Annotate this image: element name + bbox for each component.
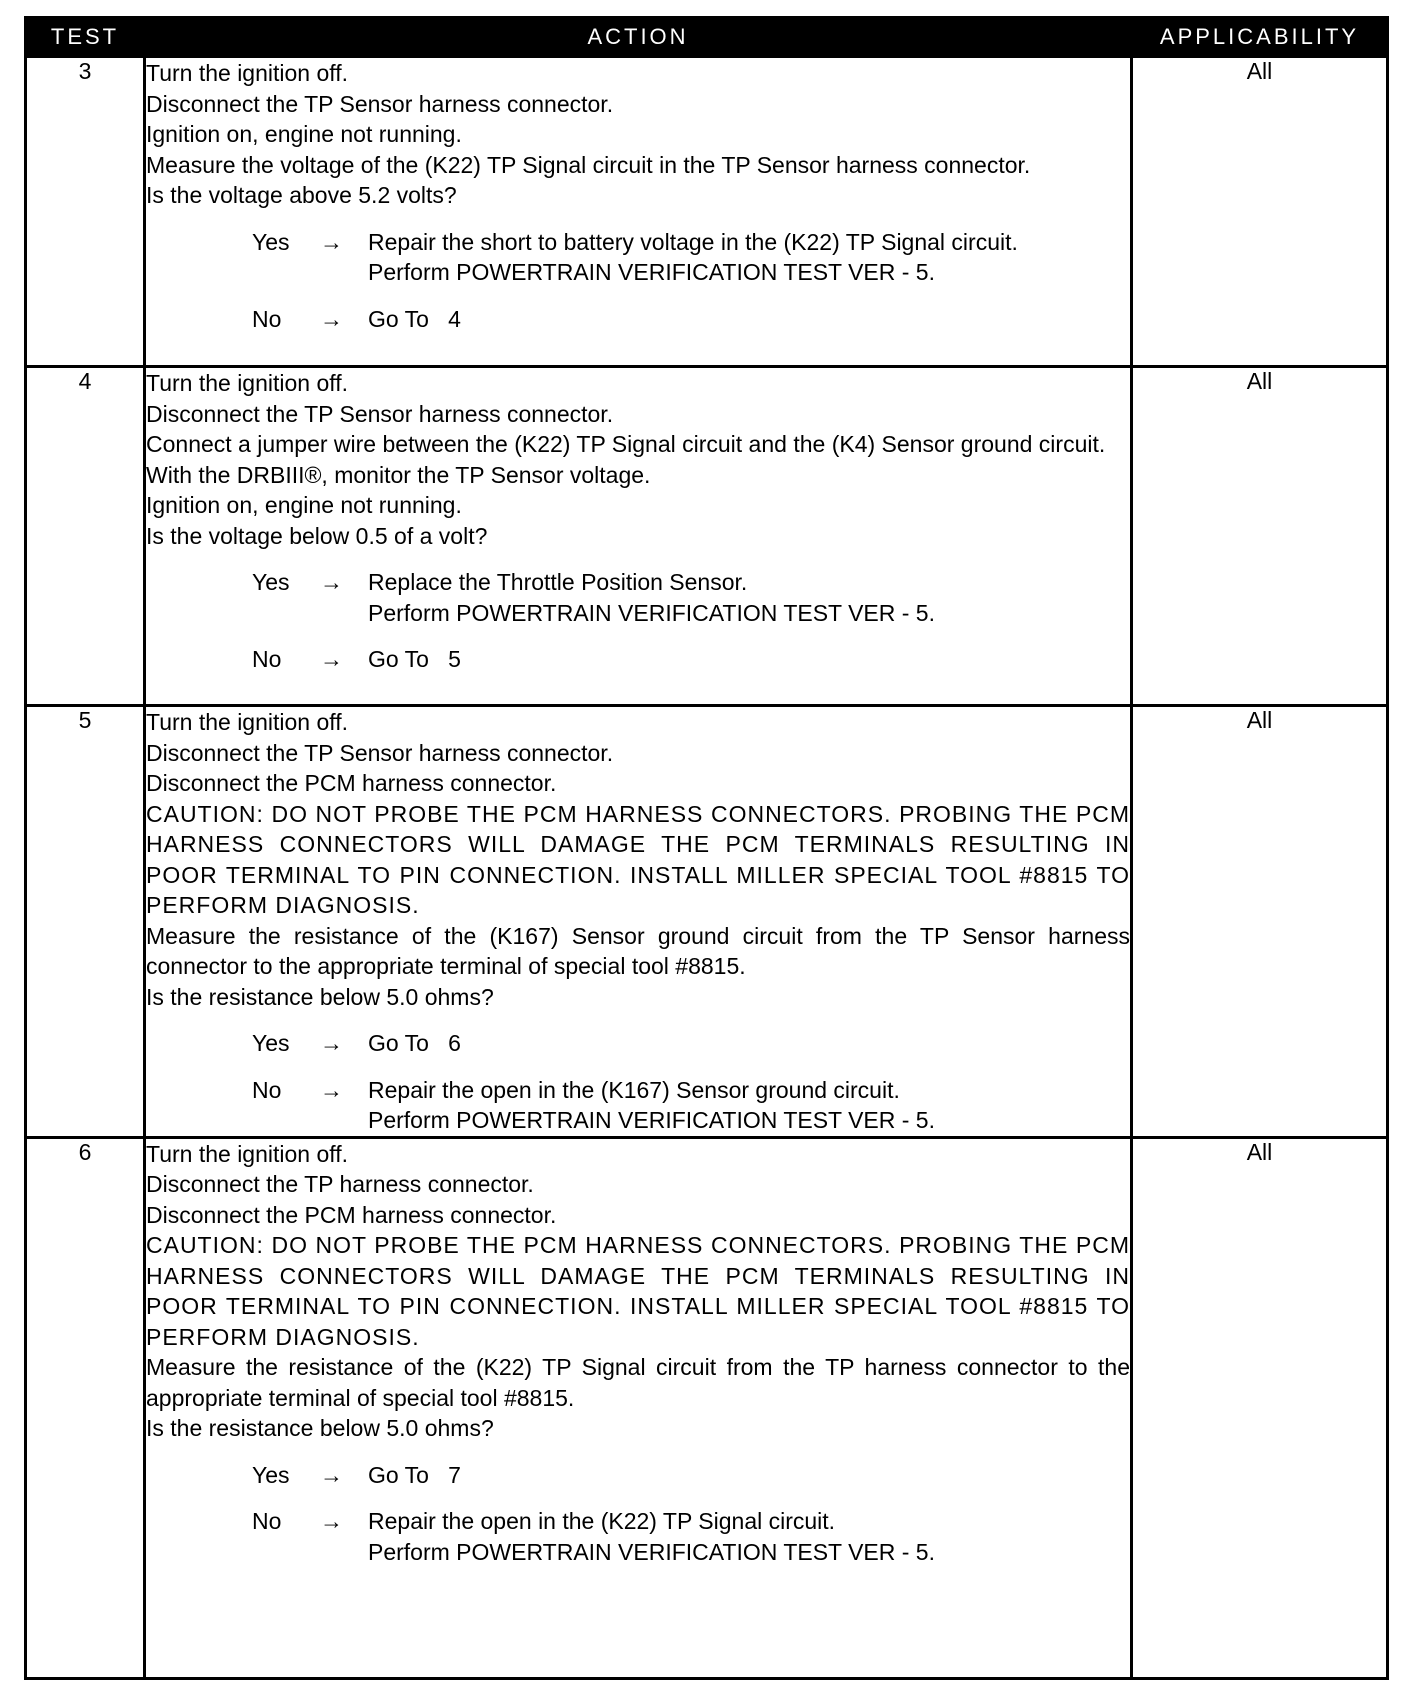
result-text: Go To 6 (368, 1030, 461, 1056)
test-row (26, 367, 1388, 706)
yes-label: Yes (252, 569, 290, 595)
action-question: Is the resistance below 5.0 ohms? (146, 1415, 494, 1441)
header-applicability: APPLICABILITY (1132, 18, 1388, 57)
action-step: Measure the resistance of the (K167) Sensor ground circuit from the TP Sensor harness connector to the appropriate terminal of special tool #8815. (146, 922, 1130, 979)
action-step: Disconnect the PCM harness connector. (146, 1201, 557, 1228)
result-text: Repair the open in the (K167) Sensor ground circuit. (368, 1076, 900, 1103)
applicability: All (1132, 1137, 1388, 1679)
yes-result (146, 567, 1130, 628)
action-step: Connect a jumper wire between the (K22) TP Signal circuit and the (K4) Sensor ground circuit. (146, 431, 1106, 457)
no-result (146, 1506, 1130, 1567)
no-label: No (252, 646, 282, 672)
result-text: Go To 4 (368, 305, 461, 332)
action-step: Disconnect the TP harness connector. (146, 1171, 534, 1197)
no-result (146, 644, 1130, 675)
action-step: Measure the resistance of the (K22) TP Signal circuit from the TP harness connector to the appropriate terminal of special tool #8815. (146, 1354, 1130, 1411)
test-number: 4 (26, 367, 145, 706)
action-cell (145, 57, 1132, 367)
applicability: All (1132, 367, 1388, 706)
applicability: All (1132, 57, 1388, 367)
header-row (26, 18, 1388, 57)
action-step: With the DRBIII®, monitor the TP Sensor voltage. (146, 461, 651, 488)
test-row (26, 706, 1388, 1138)
action-cell (145, 367, 1132, 706)
arrow-icon: → (320, 569, 343, 595)
result-text: Repair the open in the (K22) TP Signal circuit. (368, 1508, 836, 1534)
action-question: Is the voltage below 0.5 of a volt? (146, 522, 488, 549)
no-result (146, 304, 1130, 335)
action-step: Disconnect the PCM harness connector. (146, 770, 557, 796)
yes-result (146, 1460, 1130, 1491)
action-step: Turn the ignition off. (146, 1140, 349, 1167)
result-text: Perform POWERTRAIN VERIFICATION TEST VER - 5. (368, 259, 935, 285)
action-step: Disconnect the TP Sensor harness connector. (146, 400, 614, 427)
action-question: Is the resistance below 5.0 ohms? (146, 983, 494, 1010)
yes-label: Yes (252, 1030, 290, 1056)
action-step: Ignition on, engine not running. (146, 492, 462, 518)
arrow-icon: → (320, 1508, 343, 1534)
result-text: Perform POWERTRAIN VERIFICATION TEST VER - 5. (368, 599, 935, 626)
action-step: Ignition on, engine not running. (146, 121, 462, 147)
no-label: No (252, 305, 282, 332)
action-step: Disconnect the TP Sensor harness connector. (146, 90, 614, 117)
action-step: Disconnect the TP Sensor harness connector. (146, 739, 614, 766)
action-step: Turn the ignition off. (146, 370, 349, 396)
yes-label: Yes (252, 228, 290, 255)
action-step: Turn the ignition off. (146, 60, 349, 86)
result-text: Go To 7 (368, 1461, 461, 1488)
action-step: Turn the ignition off. (146, 709, 349, 735)
yes-label: Yes (252, 1461, 290, 1488)
caution-text: CAUTION: DO NOT PROBE THE PCM HARNESS CONNECTORS. PROBING THE PCM HARNESS CONNECTORS WILL DAMAGE THE PCM TERMINALS RESULTING IN POOR TERMINAL TO PIN CONNECTION. INSTALL MILLER SPECIAL TOOL #8815 TO PERFORM DIAGNOSIS. (146, 1232, 1130, 1350)
caution-text: CAUTION: DO NOT PROBE THE PCM HARNESS CONNECTORS. PROBING THE PCM HARNESS CONNECTORS WILL DAMAGE THE PCM TERMINALS RESULTING IN POOR TERMINAL TO PIN CONNECTION. INSTALL MILLER SPECIAL TOOL #8815 TO PERFORM DIAGNOSIS. (146, 800, 1130, 918)
header-test: TEST (26, 18, 145, 57)
action-cell (145, 706, 1132, 1138)
test-number: 5 (26, 706, 145, 1138)
diagnostic-table (24, 16, 1389, 1680)
arrow-icon: → (320, 228, 343, 255)
arrow-icon: → (320, 305, 343, 332)
result-text: Go To 5 (368, 646, 461, 672)
arrow-icon: → (320, 1076, 343, 1103)
result-text: Replace the Throttle Position Sensor. (368, 569, 748, 595)
action-question: Is the voltage above 5.2 volts? (146, 182, 457, 208)
action-cell (145, 1137, 1132, 1679)
result-text: Perform POWERTRAIN VERIFICATION TEST VER - 5. (368, 1107, 935, 1133)
result-text: Perform POWERTRAIN VERIFICATION TEST VER - 5. (368, 1538, 935, 1565)
yes-result (146, 227, 1130, 288)
test-row (26, 57, 1388, 367)
arrow-icon: → (320, 1461, 343, 1488)
result-text: Repair the short to battery voltage in the (K22) TP Signal circuit. (368, 228, 1018, 255)
no-result (146, 1075, 1130, 1136)
action-step: Measure the voltage of the (K22) TP Signal circuit in the TP Sensor harness connector. (146, 151, 1031, 178)
no-label: No (252, 1076, 282, 1103)
no-label: No (252, 1508, 282, 1534)
test-row (26, 1137, 1388, 1679)
header-action: ACTION (145, 18, 1132, 57)
test-number: 3 (26, 57, 145, 367)
arrow-icon: → (320, 646, 343, 672)
arrow-icon: → (320, 1030, 343, 1056)
yes-result (146, 1028, 1130, 1059)
applicability: All (1132, 706, 1388, 1138)
test-number: 6 (26, 1137, 145, 1679)
